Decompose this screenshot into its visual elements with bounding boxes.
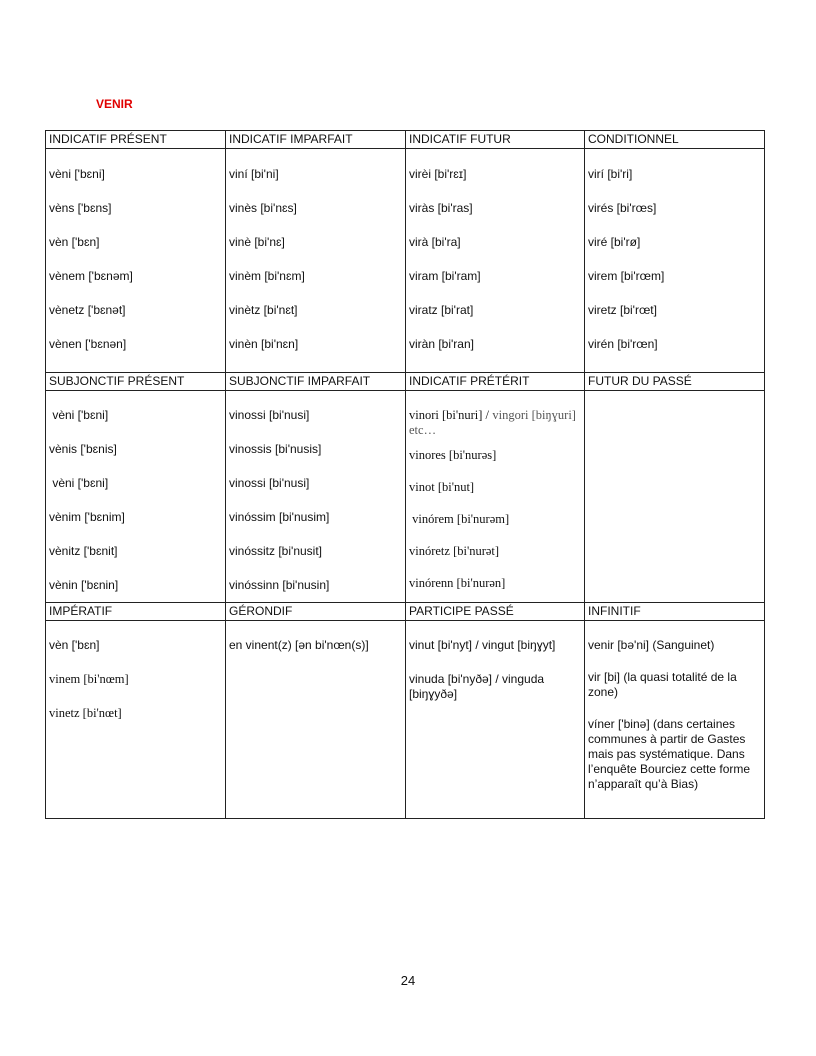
header-indicatif-imparfait: INDICATIF IMPARFAIT bbox=[226, 131, 406, 149]
form: vèn ['bɛn] bbox=[49, 638, 100, 652]
form: viràn [bi'ran] bbox=[409, 337, 474, 351]
form: vènitz ['bɛnit] bbox=[49, 544, 118, 558]
form: vinem [bi'nœm] bbox=[49, 672, 129, 686]
form: vinès [bi'nɛs] bbox=[229, 201, 297, 215]
form: virí [bi'ri] bbox=[588, 167, 633, 181]
form: vinóretz [bi'nurət] bbox=[409, 544, 500, 558]
form-variant: vingori [biŋɣuri] etc… bbox=[409, 408, 576, 437]
form: vir [bi] (la quasi totalité de la zone) bbox=[588, 670, 737, 699]
col-subjonctif-present bbox=[46, 391, 226, 603]
form: vinuda [bi'nyðə] / vinguda [biŋɣyðə] bbox=[409, 672, 545, 701]
form: vinórem [bi'nurəm] bbox=[409, 512, 510, 526]
form: vèns ['bɛns] bbox=[49, 201, 112, 215]
section-header-row bbox=[46, 603, 765, 621]
form: virà [bi'ra] bbox=[409, 235, 461, 249]
col-subjonctif-imparfait bbox=[226, 391, 406, 603]
form: víner ['binə] (dans certaines communes à partir de Gastes mais pas systématique. Dans l’enquête Bourciez cette forme n’apparaît qu’à Bias) bbox=[588, 717, 751, 791]
form: vènen ['bɛnən] bbox=[49, 337, 127, 351]
form: virèi [bi'rɛɪ] bbox=[409, 167, 467, 181]
form: vinetz [bi'nœt] bbox=[49, 706, 122, 720]
section-header-row bbox=[46, 373, 765, 391]
section-body-row bbox=[46, 149, 765, 373]
form: vinóssim [bi'nusim] bbox=[229, 510, 330, 524]
col-conditionnel bbox=[585, 149, 765, 373]
form-main: vinori [bi'nuri] / bbox=[409, 408, 490, 422]
form: vinut [bi'nyt] / vingut [biŋɣyt] bbox=[409, 638, 556, 652]
form: virén [bi'rœn] bbox=[588, 337, 658, 351]
form: vènis ['bɛnis] bbox=[49, 442, 117, 456]
col-indicatif-preterit bbox=[406, 391, 585, 603]
form: vinè [bi'nɛ] bbox=[229, 235, 285, 249]
form: vinossi [bi'nusi] bbox=[229, 476, 310, 490]
header-infinitif: INFINITIF bbox=[585, 603, 765, 621]
form: viràs [bi'ras] bbox=[409, 201, 473, 215]
header-indicatif-present: INDICATIF PRÉSENT bbox=[46, 131, 226, 149]
form: vinèm [bi'nɛm] bbox=[229, 269, 305, 283]
form: en vinent(z) [ən bi'nœn(s)] bbox=[229, 638, 369, 652]
form: vèni ['bɛni] bbox=[49, 167, 105, 181]
form bbox=[409, 408, 581, 438]
header-participe-passe: PARTICIPE PASSÉ bbox=[406, 603, 585, 621]
form: venir [bə'ni] (Sanguinet) bbox=[588, 638, 715, 652]
form: vinètz [bi'nɛt] bbox=[229, 303, 298, 317]
section-body-row bbox=[46, 621, 765, 819]
form: viré [bi'rø] bbox=[588, 235, 641, 249]
form: vinores [bi'nurəs] bbox=[409, 448, 497, 462]
form: vinóssitz [bi'nusit] bbox=[229, 544, 322, 558]
section-header-row bbox=[46, 131, 765, 149]
header-futur-du-passe: FUTUR DU PASSÉ bbox=[585, 373, 765, 391]
form: vinot [bi'nut] bbox=[409, 480, 475, 494]
form: vinórenn [bi'nurən] bbox=[409, 576, 506, 590]
form: viretz [bi'rœt] bbox=[588, 303, 657, 317]
header-conditionnel: CONDITIONNEL bbox=[585, 131, 765, 149]
header-imperatif: IMPÉRATIF bbox=[46, 603, 226, 621]
col-indicatif-imparfait bbox=[226, 149, 406, 373]
col-imperatif bbox=[46, 621, 226, 819]
conjugation-table bbox=[45, 130, 765, 819]
form: vinossi [bi'nusi] bbox=[229, 408, 310, 422]
section-body-row bbox=[46, 391, 765, 603]
header-gerondif: GÉRONDIF bbox=[226, 603, 406, 621]
form: vènim ['bɛnim] bbox=[49, 510, 125, 524]
form: vèni ['bɛni] bbox=[49, 476, 109, 490]
form: virés [bi'rœs] bbox=[588, 201, 657, 215]
form: vènetz ['bɛnət] bbox=[49, 303, 126, 317]
form: vinossis [bi'nusis] bbox=[229, 442, 322, 456]
col-indicatif-present bbox=[46, 149, 226, 373]
col-indicatif-futur bbox=[406, 149, 585, 373]
page-number: 24 bbox=[400, 973, 416, 988]
header-subjonctif-present: SUBJONCTIF PRÉSENT bbox=[46, 373, 226, 391]
form: viram [bi'ram] bbox=[409, 269, 481, 283]
form: vinóssinn [bi'nusin] bbox=[229, 578, 330, 592]
form: viratz [bi'rat] bbox=[409, 303, 474, 317]
form: vèni ['bɛni] bbox=[49, 408, 109, 422]
col-participe-passe bbox=[406, 621, 585, 819]
form: vèn ['bɛn] bbox=[49, 235, 100, 249]
page-title: VENIR bbox=[96, 97, 133, 111]
header-subjonctif-imparfait: SUBJONCTIF IMPARFAIT bbox=[226, 373, 406, 391]
form: vènin ['bɛnin] bbox=[49, 578, 119, 592]
col-infinitif bbox=[585, 621, 765, 819]
form: vinèn [bi'nɛn] bbox=[229, 337, 299, 351]
col-gerondif bbox=[226, 621, 406, 819]
form: vènem ['bɛnəm] bbox=[49, 269, 133, 283]
form: viní [bi'ni] bbox=[229, 167, 279, 181]
header-indicatif-futur: INDICATIF FUTUR bbox=[406, 131, 585, 149]
header-indicatif-preterit: INDICATIF PRÉTÉRIT bbox=[406, 373, 585, 391]
col-futur-du-passe bbox=[585, 391, 765, 603]
form: virem [bi'rœm] bbox=[588, 269, 665, 283]
